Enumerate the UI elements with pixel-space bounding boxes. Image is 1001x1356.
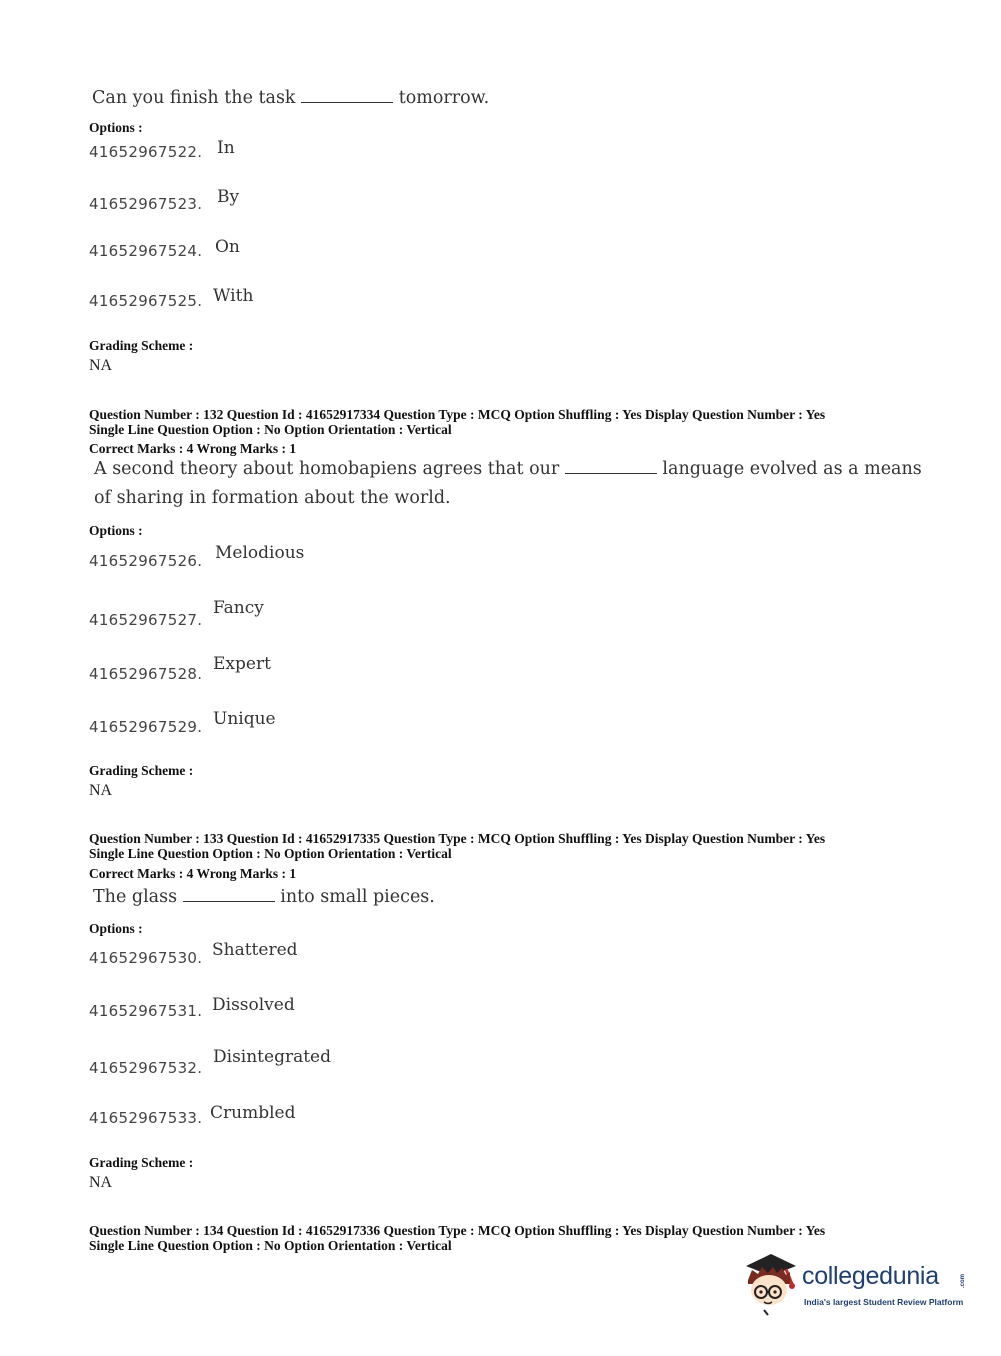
question-133-text: The glass into small pieces. [93,887,435,907]
question-132-text-line2: of sharing in formation about the world. [94,488,451,508]
logo-suffix: .com [960,1273,966,1288]
option-text[interactable]: Fancy [213,598,264,618]
option-text[interactable]: By [217,187,240,207]
grading-scheme-value: NA [89,1174,113,1191]
collegedunia-logo[interactable] [742,1250,972,1316]
question-132-text: A second theory about homobapiens agrees that our language evolved as a means [94,459,922,479]
option-text[interactable]: In [217,138,235,158]
option-id: 41652967532. [89,1059,203,1077]
grading-scheme-label: Grading Scheme : [89,763,194,778]
option-id: 41652967525. [89,292,203,310]
option-id: 41652967528. [89,665,203,683]
logo-tagline: India's largest Student Review Platform [804,1297,964,1307]
option-id: 41652967526. [89,552,203,570]
options-label: Options : [89,921,143,936]
option-text[interactable]: With [213,286,254,306]
marks-info: Correct Marks : 4 Wrong Marks : 1 [89,866,297,881]
logo-name: collegedunia [802,1262,939,1290]
option-text[interactable]: Melodious [215,543,305,563]
grading-scheme-label: Grading Scheme : [89,338,194,353]
option-id: 41652967533. [89,1109,203,1127]
grading-scheme-value: NA [89,357,113,374]
option-id: 41652967524. [89,242,203,260]
option-text[interactable]: Shattered [212,940,298,960]
option-text[interactable]: Crumbled [210,1103,296,1123]
question-134-meta: Question Number : 134 Question Id : 41652917336 Question Type : MCQ Option Shuffling : Yes Display Question Number : Yes Single Line Question Option : No Option Orientation : Vertical [89,1223,826,1253]
option-id: 41652967522. [89,143,203,161]
options-label: Options : [89,523,143,538]
option-text[interactable]: Disintegrated [213,1047,331,1067]
option-id: 41652967529. [89,718,203,736]
grading-scheme-value: NA [89,782,113,799]
option-id: 41652967531. [89,1002,203,1020]
option-text[interactable]: Dissolved [212,995,295,1015]
grading-scheme-label: Grading Scheme : [89,1155,194,1170]
question-132-meta: Question Number : 132 Question Id : 41652917334 Question Type : MCQ Option Shuffling : Yes Display Question Number : Yes Single Line Question Option : No Option Orientation : Vertical [89,407,826,437]
option-id: 41652967523. [89,195,203,213]
option-text[interactable]: Expert [213,654,271,674]
question-133-meta: Question Number : 133 Question Id : 41652917335 Question Type : MCQ Option Shuffling : Yes Display Question Number : Yes Single Line Question Option : No Option Orientation : Vertical [89,831,826,861]
options-label: Options : [89,120,143,135]
option-text[interactable]: On [215,237,240,257]
marks-info: Correct Marks : 4 Wrong Marks : 1 [89,441,297,456]
question-131-text: Can you finish the task tomorrow. [92,88,490,108]
option-id: 41652967530. [89,949,203,967]
option-id: 41652967527. [89,611,203,629]
graduate-mascot-icon [742,1250,800,1316]
option-text[interactable]: Unique [213,709,276,729]
